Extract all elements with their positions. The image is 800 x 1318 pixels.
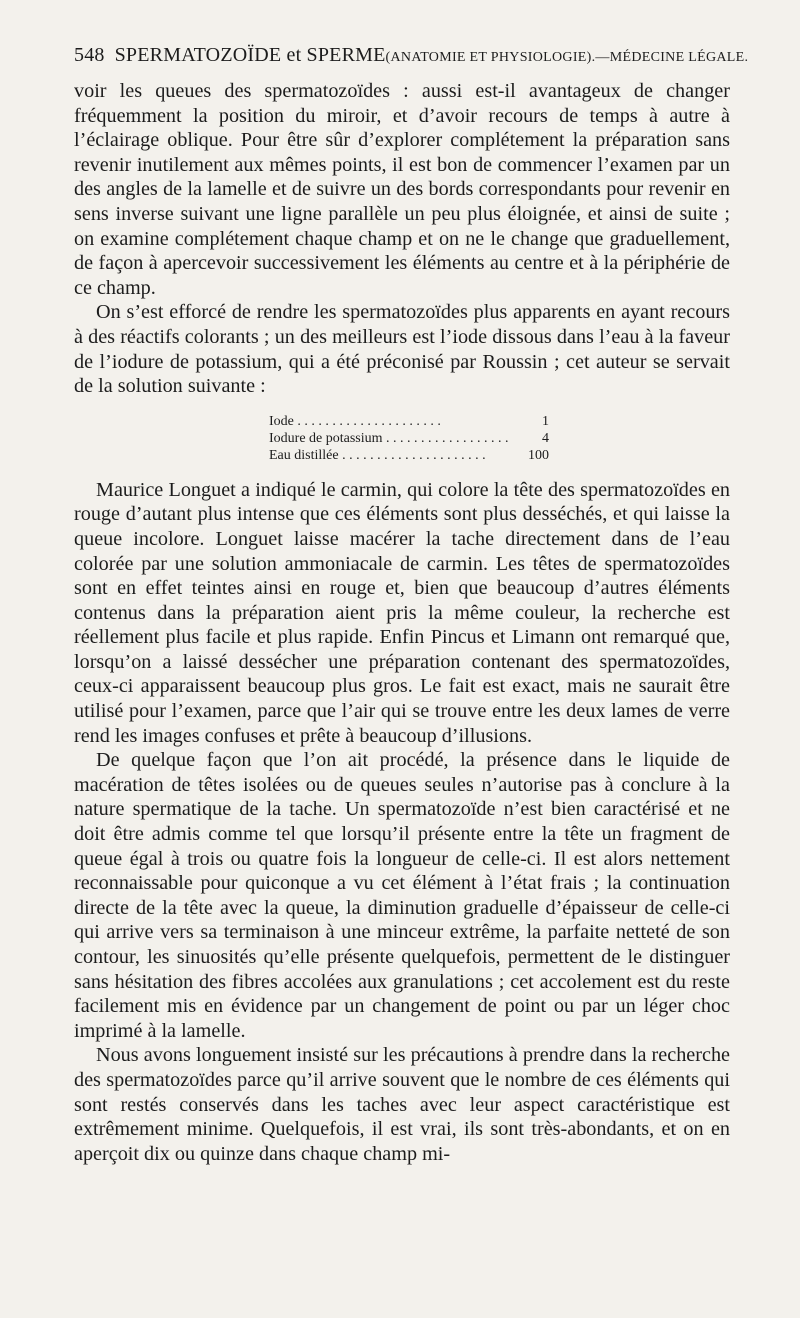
recipe-ingredient: Iodure de potassium . . . (269, 430, 509, 447)
running-header (74, 44, 749, 67)
recipe-quantity: 100 (528, 447, 549, 463)
recipe-ingredient: Eau distillée . . . (269, 447, 509, 464)
page-number: 548 (74, 44, 105, 66)
header-subtitle: (ANATOMIE ET PHYSIOLOGIE).—MÉDECINE LÉGALE. (385, 50, 749, 65)
paragraph-1: voir les queues des spermatozoïdes : aussi est-il avantageux de changer fréquemment la position du miroir, et d’avoir recours de temps à autre à l’éclairage oblique. Pour être sûr d’explorer complétement la préparation sans revenir inutilement aux mêmes points, il est bon de commencer l’examen par un des angles de la lamelle et de suivre un des bords correspondants pour revenir en sens inverse suivant une ligne parallèle un peu plus éloignée, et ainsi de suite ; on examine complétement chaque champ et on ne le change que graduellement, de façon à apercevoir successivement les éléments au centre et à la périphérie de ce champ. (74, 80, 730, 299)
header-title: SPERMATOZOÏDE et SPERME (114, 44, 386, 66)
recipe-row (269, 430, 549, 447)
recipe-row (269, 413, 549, 430)
paragraph-5: Nous avons longuement insisté sur les précautions à prendre dans la recherche des spermatozoïdes parce qu’il arrive souvent que le nombre de ces éléments qui sont restés conservés dans les taches avec leur aspect caractéristique est extrêmement minime. Quelquefois, il est vrai, ils sont très-abondants, et on en aperçoit dix ou quinze dans chaque champ mi- (74, 1044, 730, 1165)
recipe-table (269, 413, 549, 464)
paragraph-2: On s’est efforcé de rendre les spermatozoïdes plus apparents en ayant recours à des réactifs colorants ; un des meilleurs est l’iode dissous dans l’eau à la faveur de l’iodure de potassium, qui a été préconisé par Roussin ; cet auteur se servait de la solution suivante : (74, 301, 730, 398)
recipe-quantity: 4 (542, 430, 549, 446)
paragraph-4: De quelque façon que l’on ait procédé, la présence dans le liquide de macération de têtes isolées ou de queues seules n’autorise pas à conclure à la nature spermatique de la tache. Un spermatozoïde n’est bien caractérisé et ne doit être admis comme tel que lorsqu’il présente entre la tête un fragment de queue égal à trois ou quatre fois la longueur de celle-ci. Il est alors nettement reconnaissable pour quiconque a vu cet élément à l’état frais ; la continuation directe de la tête avec la queue, la diminution graduelle d’épaisseur de celle-ci qui arrive vers sa terminaison à une minceur extrême, la parfaite netteté de son contour, les sinuosités qu’elle présente quelquefois, permettent de le distinguer sans hésitation des fibres accolées aux granulations ; cet accolement est du reste facilement mis en évidence par un changement de point ou par un léger choc imprimé à la lamelle. (74, 749, 730, 1042)
recipe-row (269, 447, 549, 464)
paragraph-3: Maurice Longuet a indiqué le carmin, qui colore la tête des spermatozoïdes en rouge d’autant plus intense que ces éléments sont plus desséchés, et qui laisse la queue incolore. Longuet laisse macérer la tache directement dans de l’eau colorée par une solution ammoniacale de carmin. Les têtes de spermatozoïdes sont en effet teintes ainsi en rouge et, bien que beaucoup d’autres éléments contenus dans la préparation aient pris la même couleur, la recherche est réellement plus facile et plus rapide. Enfin Pincus et Limann ont remarqué que, lorsqu’on a laissé dessécher une préparation contenant des spermatozoïdes, ceux-ci apparaissent beaucoup plus gros. Le fait est exact, mais ne saurait être utilisé pour l’examen, parce que l’air qui se trouve entre les deux lames de verre rend les images confuses et prête à beaucoup d’illusions. (74, 478, 730, 747)
recipe-ingredient: Iode . . . (269, 413, 509, 430)
recipe-quantity: 1 (542, 413, 549, 429)
